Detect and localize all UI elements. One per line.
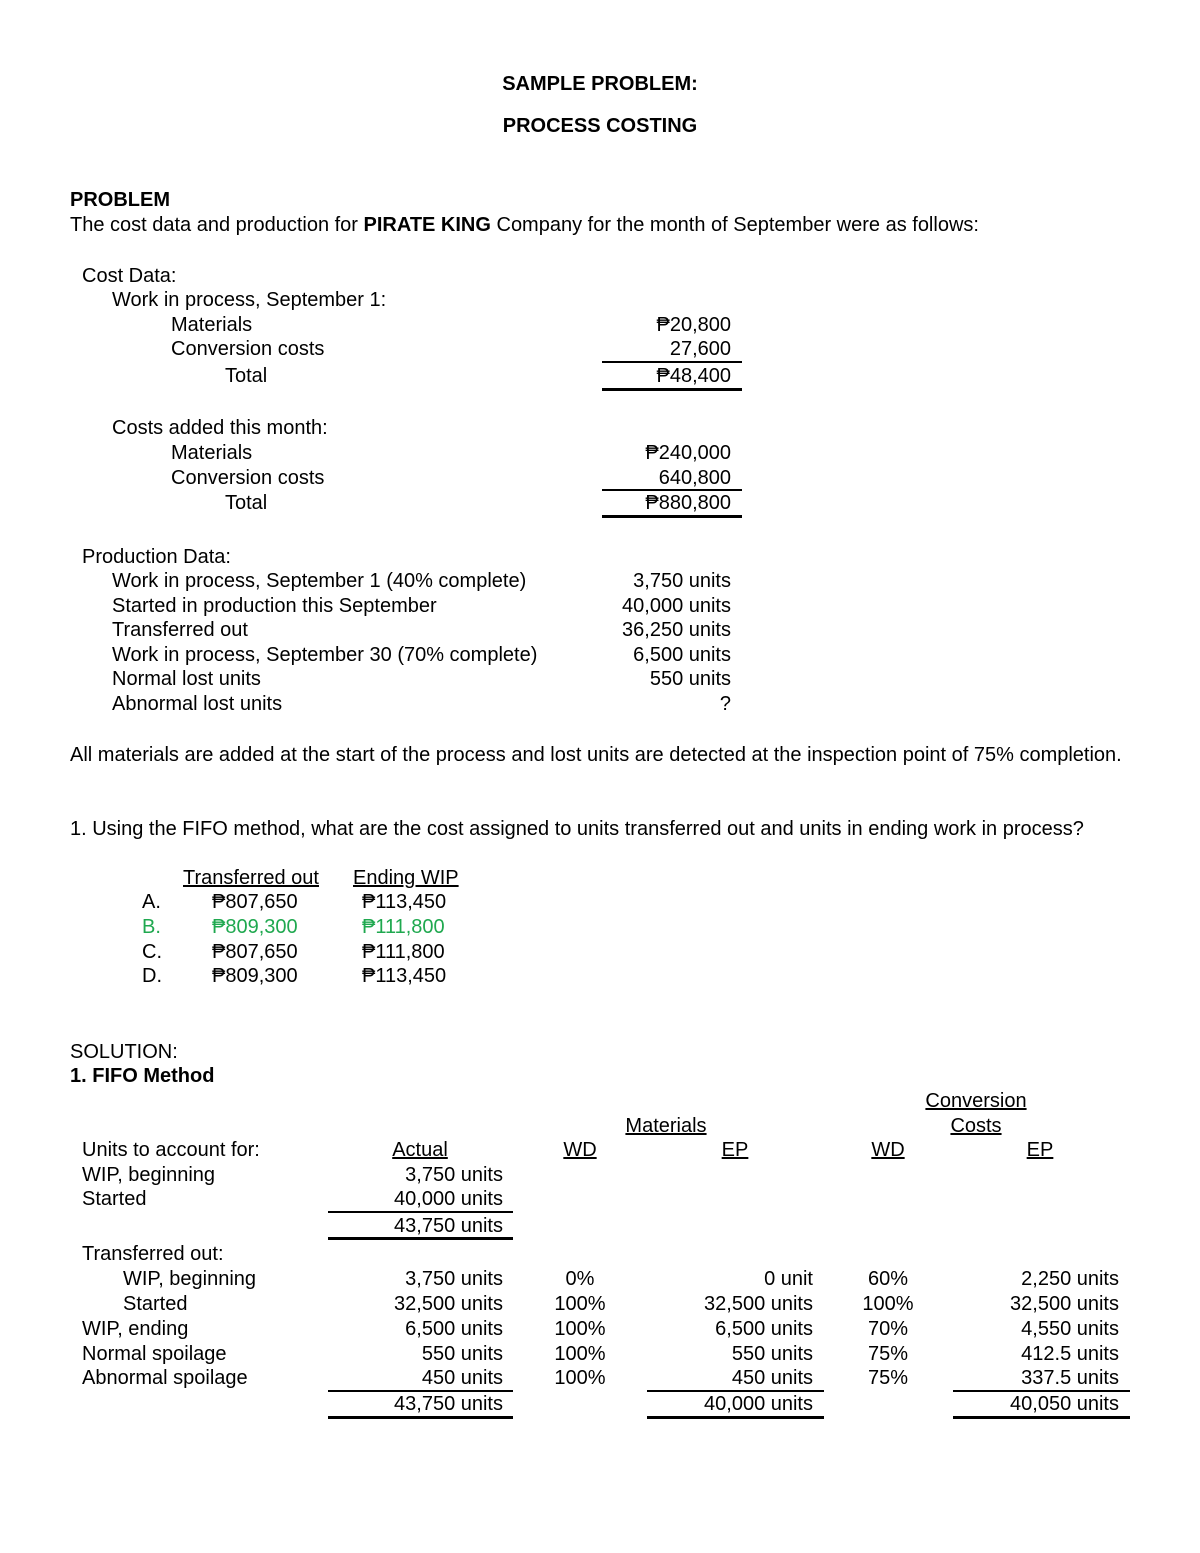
page-title: SAMPLE PROBLEM: <box>502 73 698 95</box>
solution-row-conversion-ep: 4,550 units <box>1021 1318 1119 1340</box>
production-data-heading: Production Data: <box>82 546 231 568</box>
production-row-label: Transferred out <box>112 619 248 641</box>
double-divider <box>953 1416 1130 1419</box>
wip-total-label: Total <box>225 365 268 387</box>
page-subtitle: PROCESS COSTING <box>502 115 698 137</box>
added-conversion-value: 640,800 <box>658 467 731 489</box>
cost-data-heading: Cost Data: <box>82 265 177 287</box>
added-label: Costs added this month: <box>112 417 328 439</box>
choice-transferred-value: ₱807,650 <box>212 941 298 963</box>
solution-row-materials-ep: 550 units <box>731 1343 813 1365</box>
wip-materials-label: Materials <box>171 314 253 336</box>
solution-row-conversion-wd: 75% <box>867 1343 909 1365</box>
problem-note: All materials are added at the start of the process and lost units are detected at the inspection point of 75% completion. <box>70 744 1122 766</box>
solution-row-label: Abnormal spoilage <box>82 1367 248 1389</box>
solution-row-conversion-ep: 32,500 units <box>1010 1293 1119 1315</box>
account-row-label: WIP, beginning <box>82 1164 216 1186</box>
header-conversion-wd: WD <box>871 1139 905 1161</box>
divider <box>328 1211 513 1213</box>
total-materials-ep: 40,000 units <box>704 1393 813 1415</box>
solution-row-conversion-wd: 100% <box>862 1293 914 1315</box>
solution-row-label: WIP, ending <box>82 1318 189 1340</box>
solution-row-materials-wd: 0% <box>565 1268 595 1290</box>
header-materials-ep: EP <box>721 1139 749 1161</box>
solution-row-materials-ep: 0 unit <box>764 1268 813 1290</box>
production-row-value: 550 units <box>649 668 731 690</box>
added-total-value: ₱880,800 <box>645 492 731 514</box>
divider <box>602 361 742 363</box>
wip-conversion-label: Conversion costs <box>171 338 325 360</box>
solution-row-label: Started <box>123 1293 188 1315</box>
choice-transferred-value: ₱809,300 <box>212 965 298 987</box>
choices-header-transferred: Transferred out <box>183 867 319 889</box>
solution-row-materials-ep: 6,500 units <box>715 1318 813 1340</box>
choice-letter-correct: B. <box>142 916 161 938</box>
intro-post: Company for the month of September were as follows: <box>490 214 979 236</box>
production-row-value: 3,750 units <box>633 570 731 592</box>
choice-transferred-value-correct: ₱809,300 <box>212 916 298 938</box>
account-total: 43,750 units <box>394 1215 503 1237</box>
company-name: PIRATE KING <box>363 214 491 236</box>
production-row-value: 40,000 units <box>622 595 731 617</box>
account-row-actual: 40,000 units <box>394 1188 503 1210</box>
solution-row-materials-ep: 32,500 units <box>704 1293 813 1315</box>
added-total-label: Total <box>225 492 268 514</box>
double-divider <box>602 515 742 518</box>
question-text: 1. Using the FIFO method, what are the cost assigned to units transferred out and units in ending work in process? <box>70 818 1084 840</box>
solution-heading: SOLUTION: <box>70 1041 178 1063</box>
solution-row-materials-wd: 100% <box>554 1343 606 1365</box>
production-row-label: Work in process, September 1 (40% complete) <box>112 570 527 592</box>
production-row-label: Work in process, September 30 (70% complete) <box>112 644 538 666</box>
choice-letter: A. <box>142 891 161 913</box>
double-divider <box>328 1416 513 1419</box>
header-costs: Costs <box>950 1115 1002 1137</box>
header-conversion: Conversion <box>925 1090 1027 1112</box>
added-conversion-label: Conversion costs <box>171 467 325 489</box>
header-materials-wd: WD <box>563 1139 597 1161</box>
solution-row-materials-wd: 100% <box>554 1367 606 1389</box>
wip-begin-label: Work in process, September 1: <box>112 289 387 311</box>
solution-row-actual: 550 units <box>421 1343 503 1365</box>
wip-total-value: ₱48,400 <box>656 365 731 387</box>
problem-heading: PROBLEM <box>70 189 170 211</box>
solution-row-label: WIP, beginning <box>123 1268 257 1290</box>
production-row-value: 36,250 units <box>622 619 731 641</box>
double-divider <box>647 1416 824 1419</box>
solution-row-materials-wd: 100% <box>554 1293 606 1315</box>
account-row-actual: 3,750 units <box>405 1164 503 1186</box>
added-materials-label: Materials <box>171 442 253 464</box>
production-row-value: ? <box>719 693 731 715</box>
choice-letter: D. <box>142 965 162 987</box>
production-row-value: 6,500 units <box>633 644 731 666</box>
transferred-out-label: Transferred out: <box>82 1243 224 1265</box>
solution-row-conversion-wd: 70% <box>867 1318 909 1340</box>
wip-conversion-value: 27,600 <box>669 338 731 360</box>
production-row-label: Abnormal lost units <box>112 693 283 715</box>
solution-row-actual: 6,500 units <box>405 1318 503 1340</box>
choice-letter: C. <box>142 941 162 963</box>
total-conversion-ep: 40,050 units <box>1010 1393 1119 1415</box>
solution-row-actual: 3,750 units <box>405 1268 503 1290</box>
solution-row-conversion-ep: 2,250 units <box>1021 1268 1119 1290</box>
problem-intro <box>70 213 979 237</box>
solution-row-materials-ep: 450 units <box>731 1367 813 1389</box>
units-to-account-label: Units to account for: <box>82 1139 260 1161</box>
solution-row-actual: 450 units <box>421 1367 503 1389</box>
choice-wip-value: ₱111,800 <box>362 941 445 963</box>
double-divider <box>328 1237 513 1240</box>
solution-row-materials-wd: 100% <box>554 1318 606 1340</box>
choice-wip-value: ₱113,450 <box>362 891 447 913</box>
solution-row-conversion-ep: 412.5 units <box>1021 1343 1119 1365</box>
choices-header-ending-wip: Ending WIP <box>353 867 459 889</box>
choice-wip-value: ₱113,450 <box>362 965 447 987</box>
added-materials-value: ₱240,000 <box>645 442 731 464</box>
header-materials: Materials <box>625 1115 707 1137</box>
production-row-label: Normal lost units <box>112 668 261 690</box>
header-conversion-ep: EP <box>1026 1139 1054 1161</box>
double-divider <box>602 388 742 391</box>
solution-method: 1. FIFO Method <box>70 1065 215 1087</box>
choice-transferred-value: ₱807,650 <box>212 891 298 913</box>
total-actual: 43,750 units <box>394 1393 503 1415</box>
production-row-label: Started in production this September <box>112 595 437 617</box>
account-row-label: Started <box>82 1188 147 1210</box>
intro-pre: The cost data and production for <box>70 214 364 236</box>
wip-materials-value: ₱20,800 <box>656 314 731 336</box>
solution-row-conversion-wd: 75% <box>867 1367 909 1389</box>
solution-row-label: Normal spoilage <box>82 1343 227 1365</box>
header-actual: Actual <box>392 1139 448 1161</box>
solution-row-conversion-ep: 337.5 units <box>1021 1367 1119 1389</box>
choice-wip-value-correct: ₱111,800 <box>362 916 445 938</box>
solution-row-conversion-wd: 60% <box>867 1268 909 1290</box>
solution-row-actual: 32,500 units <box>394 1293 503 1315</box>
